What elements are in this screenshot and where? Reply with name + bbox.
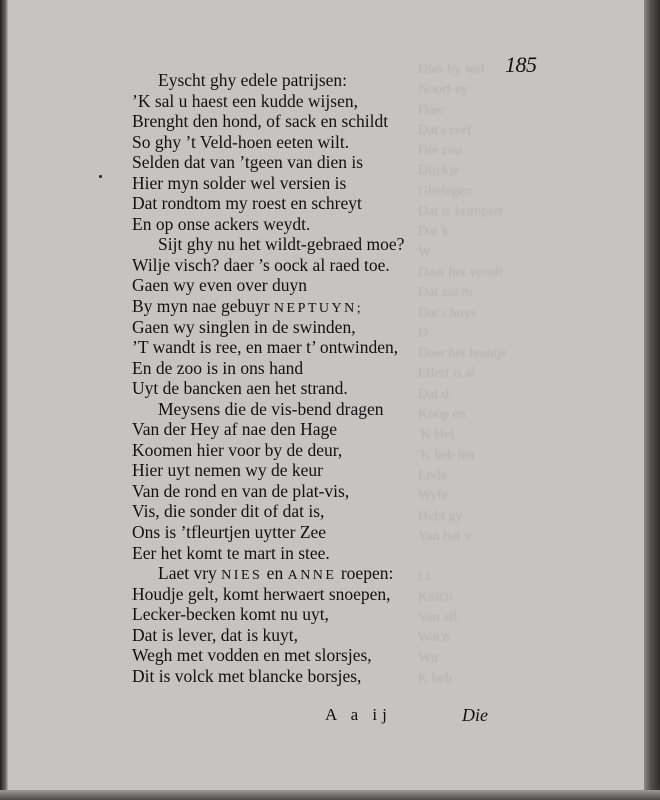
bleed-through-line: Daer [418,102,446,118]
page-number: 185 [505,52,537,77]
poem-line: Eyscht ghy edele patrijsen: [158,70,348,90]
bleed-through-line: Dat zal m [418,285,473,301]
bleed-through-line: Li [418,569,431,585]
bleed-through-line: Van het v [418,528,471,544]
poem-line: Selden dat van ’tgeen van dien is [132,152,364,173]
bleed-through-line: Ghelegen [418,183,472,199]
bleed-through-line: Die zou [418,143,462,159]
poem-line: Eer het komt te mart in stee. [132,542,330,563]
poem-line-text: By myn nae gebuyr [132,296,270,317]
bleed-through-line: Dat's huys [418,305,477,321]
poem-line: Koomen hier voor by de deur, [132,439,343,460]
poem-line: Uyt de bancken aen het strand. [132,378,348,399]
poem-line: Van der Hey af nae den Hage [132,419,338,440]
conjunction: en [266,563,284,584]
bleed-through-line: Noort-ey [418,82,469,98]
poem-line: Dat is lever, dat is kuyt, [132,624,299,645]
bleed-through-line: 'K Hel [418,427,455,443]
poem-line: Wilje visch? daer ’s oock al raed toe. [132,254,390,275]
catchword: Die [462,705,488,725]
bleed-through-line: Van all [418,610,458,626]
bleed-through-line: Wyfe [418,488,449,504]
bleed-through-line: Ellert is al [418,366,476,382]
bleed-through-line: Dies hy wel [418,62,485,77]
bleed-through-line: Wat'n [418,630,450,646]
page-gutter-shadow [0,0,8,800]
poem-line [132,563,472,584]
poem-line: Gaen wy even over duyn [132,275,307,296]
bleed-through-line: Daer het vroolt [418,264,503,280]
bleed-through-line: Dijckje [418,163,460,179]
poem-line: Van de rond en van de plat-vis, [132,480,350,501]
bleed-through-line: Ende [418,467,447,483]
bleed-through-line: Hebt gy [418,508,463,524]
poem-line: Hier myn solder wel versien is [132,172,347,193]
poem-line: Vis, die sonder dit of dat is, [132,501,325,522]
bleed-through-line: K heb [418,670,452,686]
name-neptuyn: NEPTUYN; [273,301,364,317]
poem-line: Dit is volck met blancke borsjes, [132,665,362,686]
bleed-through-line: Dat is krimpert [418,204,503,220]
poem-line: Brenght den hond, of sack en schildt [132,111,389,132]
poem-line [132,296,472,317]
poem-line: Meysens die de vis-bend dragen [158,398,384,419]
poem-line: So ghy ’t Veld-hoen eeten wilt. [132,131,350,152]
name-anne: ANNE [287,568,337,584]
poem-line: En de zoo is in ons hand [132,357,304,378]
bleed-through-line: Dat k [418,224,449,240]
signature-mark: A a ij [325,705,392,724]
bleed-through-line: Dat d [418,386,449,402]
bleed-through-line: Koop en [418,407,466,423]
name-nies: NIES [221,568,263,584]
poem-line-end: roepen: [340,563,394,584]
bleed-through-line: 'K heb het [418,447,475,463]
bleed-through-line: W [418,244,432,260]
bleed-through-line: D [418,325,429,341]
bleed-through-line: Wit [418,650,439,666]
poem-line: Lecker-becken komt nu uyt, [132,604,329,625]
poem-line: Houdje gelt, komt herwaert snoepen, [132,583,391,604]
page-bottom-edge [0,790,660,800]
poem-line: Gaen wy singlen in de swinden, [132,316,356,337]
bleed-through-line: Kuit'n [418,589,453,605]
poem-line: Ons is ’tfleurtjen uytter Zee [132,522,327,543]
poem-line: ’K sal u haest een kudde wijsen, [132,90,358,111]
poem-line: Dat rondtom my roest en schreyt [132,193,362,214]
poem-line: Wegh met vodden en met slorsjes, [132,645,372,666]
bleed-through-line: Daer het leuntje [418,346,508,362]
poem-line: Hier uyt nemen wy de keur [132,460,323,481]
poem-line: ’T wandt is ree, en maer t’ ontwinden, [132,337,399,358]
poem-line: Sijt ghy nu het wildt-gebraed moe? [158,234,405,255]
bleed-through-line: Dat's cerf [418,122,472,138]
page-edge [644,0,660,800]
poem-line-text: Laet vry [158,563,217,584]
ink-speck [99,175,102,178]
poem-line: En op onse ackers weydt. [132,213,311,234]
poem-text [132,70,472,686]
